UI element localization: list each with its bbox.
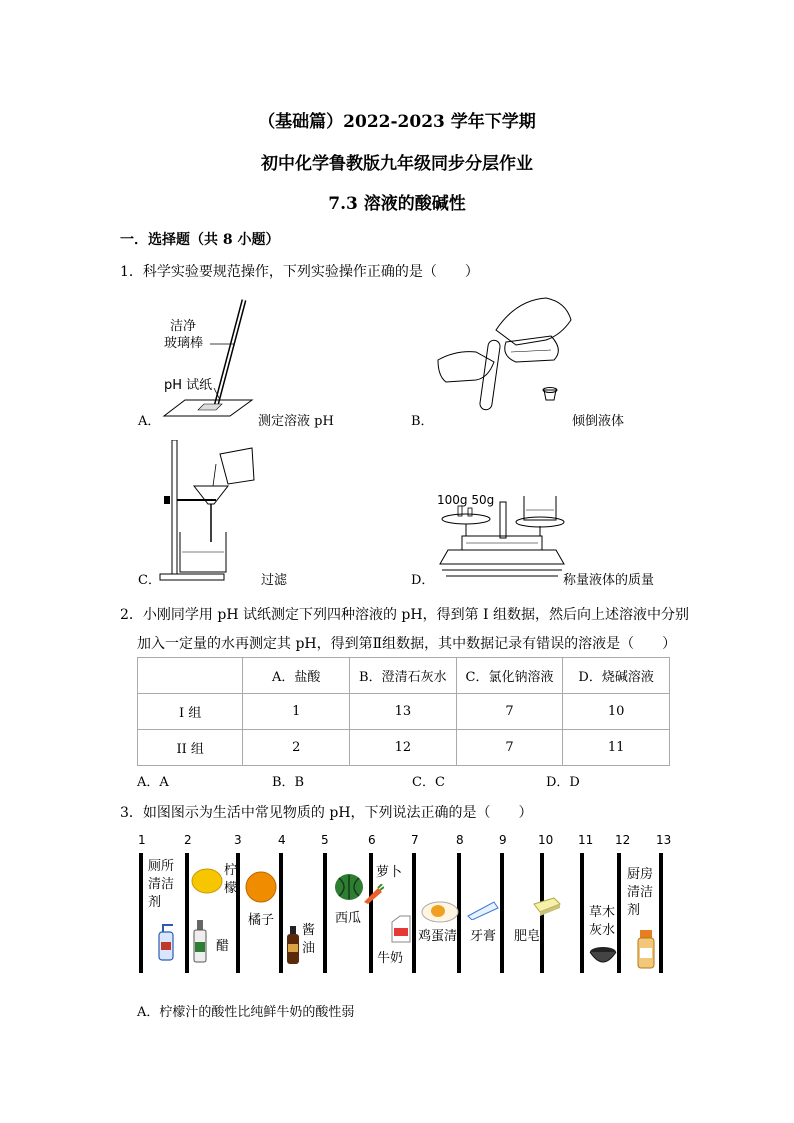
table-cell: I 组 [138,694,243,730]
label-kitchen-cleaner: 厨房清洁剂 [627,867,654,918]
kitchen-cleaner-spray-icon [634,928,658,970]
ph-data-table [137,657,670,766]
table-header-row [138,658,670,694]
ph-scale-bar [139,853,143,973]
ph-scale-number: 7 [411,833,419,847]
q3-option-a: A．柠檬汁的酸性比纯鲜牛奶的酸性弱 [137,1005,355,1020]
ph-scale-number: 8 [456,833,464,847]
milk-carton-icon [388,914,414,944]
label-ph-paper: pH 试纸 [164,378,213,393]
table-cell: 10 [563,694,670,730]
table-header-cell: B．澄清石灰水 [350,658,457,694]
question-1: 1．科学实验要规范操作，下列实验操作正确的是（ ） [120,264,479,280]
label-soap: 肥皂 [514,929,541,944]
radish-icon [362,884,384,906]
label-orange: 橘子 [248,913,275,928]
label-soy-sauce: 酱油 [302,923,316,956]
doc-title-line2: 初中化学鲁教版九年级同步分层作业 [261,154,533,174]
ph-scale-number: 5 [321,833,329,847]
table-header-cell: D．烧碱溶液 [563,658,670,694]
q1-option-a-letter: A． [138,414,161,429]
q2-answer-c: C．C [412,775,445,790]
q1-option-d-letter: D． [411,573,435,588]
ph-scale-number: 6 [368,833,376,847]
table-cell: 7 [456,730,563,766]
label-toilet-cleaner: 厕所清洁剂 [148,859,175,910]
section-heading: 一．选择题（共 8 小题） [120,232,280,248]
label-clean: 洁净 [170,319,197,334]
table-header-cell: A．盐酸 [243,658,350,694]
label-glass-rod: 玻璃棒 [164,336,204,351]
toilet-cleaner-bottle-icon [155,922,179,962]
ph-scale-number: 13 [656,833,672,847]
ph-scale-number: 2 [184,833,192,847]
vinegar-bottle-icon [192,918,208,964]
ph-scale-bar [185,853,189,973]
q1-option-d-figure [436,488,568,580]
table-row [138,694,670,730]
doc-title-line3: 7.3 溶液的酸碱性 [328,194,466,214]
table-cell: 1 [243,694,350,730]
ph-scale-number: 1 [138,833,146,847]
ph-scale-bar [500,853,504,973]
q1-option-c-figure [156,440,266,582]
question-3: 3．如图图示为生活中常见物质的 pH，下列说法正确的是（ ） [120,805,533,821]
ph-scale-number: 12 [615,833,631,847]
q1-option-a-caption: 测定溶液 pH [258,414,334,429]
ph-scale-number: 4 [278,833,286,847]
table-cell: 13 [350,694,457,730]
soy-sauce-bottle-icon [286,924,300,966]
label-lemon: 柠檬 [224,863,238,896]
label-plant-ash-water: 草木灰水 [589,905,616,938]
ph-scale-bar [580,853,584,973]
q2-answer-d: D．D [546,775,580,790]
q1-option-c-letter: C． [138,573,161,588]
label-radish: 萝卜 [376,865,403,880]
egg-white-dish-icon [420,898,460,924]
ph-scale-bar [412,853,416,973]
watermelon-icon [333,872,365,902]
label-watermelon: 西瓜 [335,911,362,926]
label-milk: 牛奶 [377,951,404,966]
label-weights: 100g 50g [437,493,495,507]
q1-option-b-letter: B． [411,414,434,429]
table-header-cell: C．氯化钠溶液 [456,658,563,694]
label-toothpaste: 牙膏 [470,929,497,944]
doc-title-line1: （基础篇）2022-2023 学年下学期 [258,112,536,132]
soap-icon [532,894,562,916]
q1-option-b-caption: 倾倒液体 [572,414,625,429]
ph-scale-number: 10 [538,833,554,847]
question-2-line2: 加入一定量的水再测定其 pH，得到第Ⅱ组数据，其中数据记录有错误的溶液是（ ） [137,636,677,652]
q1-option-d-caption: 称量液体的质量 [563,573,655,588]
ph-scale-bar [279,853,283,973]
q1-option-c-caption: 过滤 [261,573,288,588]
ph-scale-bar [323,853,327,973]
ph-scale-number: 9 [499,833,507,847]
table-header-cell [138,658,243,694]
question-2-line1: 2．小刚同学用 pH 试纸测定下列四种溶液的 pH，得到第 I 组数据，然后向上述溶液中分别 [120,607,690,623]
ph-scale-bar [369,853,373,973]
lemon-icon [190,866,224,896]
table-cell: 2 [243,730,350,766]
table-cell: II 组 [138,730,243,766]
ph-scale-bar [659,853,663,973]
table-cell: 11 [563,730,670,766]
table-cell: 12 [350,730,457,766]
q1-option-a-figure [160,298,280,418]
orange-icon [244,870,278,904]
label-egg-white: 鸡蛋清 [418,929,458,944]
q2-answer-b: B．B [272,775,305,790]
table-cell: 7 [456,694,563,730]
q1-option-b-figure [436,290,576,420]
q2-answer-a: A．A [137,775,169,790]
toothpaste-icon [466,898,500,920]
plant-ash-bowl-icon [588,944,618,970]
ph-scale-number: 3 [234,833,242,847]
table-row [138,730,670,766]
label-vinegar: 醋 [216,939,230,954]
ph-scale-number: 11 [578,833,594,847]
